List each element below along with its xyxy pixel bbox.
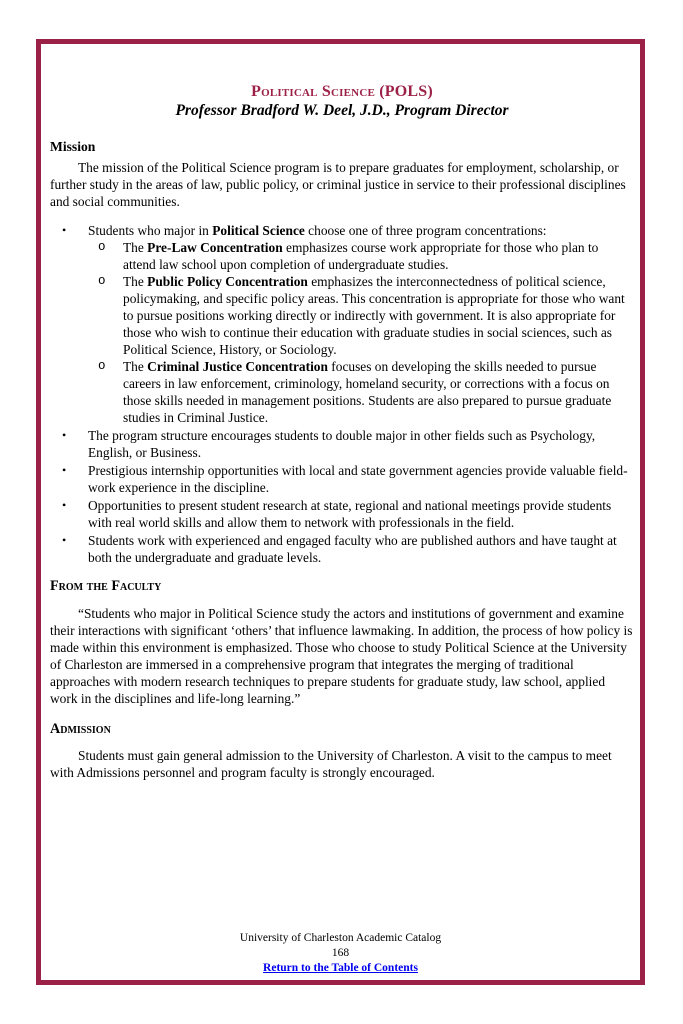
sub-list-item-text-pre: The: [123, 274, 148, 289]
bullet-icon: •: [62, 223, 67, 237]
list-item: [50, 427, 634, 461]
sub-list-item-text: [123, 239, 634, 273]
list-item-text: [88, 222, 634, 239]
title-block: [50, 44, 634, 120]
bullet-icon: •: [62, 463, 67, 477]
page-title: Political Science (POLS): [251, 83, 433, 100]
sub-list-item-text-post: emphasizes the interconnectedness of political science, policymaking, and specific policy areas. This concentration is appropriate for those who want to pursue positions working directly or indirectly with government. It is also appropriate for those who wish to continue their education with graduate studies in social sciences, such as Political Science, History, or Sociology.: [123, 274, 625, 357]
bullet-icon: •: [62, 533, 67, 547]
list-item-text-bold: Political Science: [212, 223, 305, 238]
sub-list-item-text-post: focuses on developing the skills needed to pursue careers in law enforcement, criminology, homeland security, or corrections with a focus on those skills needed in management positions. Students are also prepared to pursue graduate studies in Criminal Justice.: [123, 359, 612, 425]
sub-list-item-text: [123, 273, 634, 358]
list-item-text: Students work with experienced and engaged faculty who are published authors and have taught at both the undergraduate and graduate levels.: [88, 533, 617, 565]
bullet-icon: •: [62, 498, 67, 512]
circle-bullet-icon: o: [98, 240, 106, 254]
program-director-subtitle: Professor Bradford W. Deel, J.D., Program Director: [175, 102, 509, 119]
page-border: [36, 39, 645, 985]
sub-list-item-text-bold: Public Policy Concentration: [147, 274, 308, 289]
sub-list-item: [98, 239, 634, 273]
list-item-text: Opportunities to present student research at state, regional and national meetings provide students with real world skills and allow them to network with professionals in the field.: [88, 498, 612, 530]
sub-list-item-text-bold: Criminal Justice Concentration: [147, 359, 328, 374]
admission-paragraph: Students must gain general admission to the University of Charleston. A visit to the campus to meet with Admissions personnel and program faculty is strongly encouraged.: [50, 748, 612, 780]
mission-heading: Mission: [50, 139, 96, 154]
sub-list-item: [98, 273, 634, 358]
from-the-faculty-heading: From the Faculty: [50, 578, 162, 594]
list-item-text: Prestigious internship opportunities with local and state government agencies provide valuable field-work experience in the discipline.: [88, 463, 628, 495]
sub-list-item-text-pre: The: [123, 240, 148, 255]
sub-list-item-text-bold: Pre-Law Concentration: [147, 240, 283, 255]
page-number: 168: [331, 947, 350, 959]
list-item-text: The program structure encourages students to double major in other fields such as Psychology, English, or Business.: [88, 428, 596, 460]
sub-list-item-text-post: emphasizes course work appropriate for those who plan to attend law school upon completion of undergraduate studies.: [123, 240, 599, 272]
page-content: [50, 44, 634, 781]
catalog-title-line: University of Charleston Academic Catalog: [239, 932, 442, 944]
list-item-text-pre: Students who major in: [88, 223, 213, 238]
circle-bullet-icon: o: [98, 274, 106, 288]
admission-heading: Admission: [50, 721, 111, 737]
sub-list-item-text-pre: The: [123, 359, 148, 374]
program-bullet-list: [50, 222, 634, 566]
sub-list-item: [98, 358, 634, 426]
page-footer: [41, 931, 640, 976]
sub-list-item-text: [123, 358, 634, 426]
mission-paragraph: The mission of the Political Science program is to prepare graduates for employment, scholarship, or further study in the areas of law, public policy, or criminal justice in service to their professional disciplines and social communities.: [50, 160, 626, 209]
list-item: [50, 497, 634, 531]
return-to-toc-link[interactable]: Return to the Table of Contents: [263, 962, 418, 974]
list-item-text-post: choose one of three program concentrations:: [304, 223, 547, 238]
list-item: [50, 532, 634, 566]
list-item: [50, 462, 634, 496]
circle-bullet-icon: o: [98, 359, 106, 373]
bullet-icon: •: [62, 428, 67, 442]
list-item: [50, 222, 634, 239]
faculty-quote-paragraph: “Students who major in Political Science study the actors and institutions of government and examine their interactions with significant ‘others’ that influence lawmaking. In addition, the process of how policy is made within this environment is emphasized. Those who choose to study Political Science at the University of Charleston are immersed in a comprehensive program that integrates the merging of traditional approaches with modern research techniques to prepare students for graduate study, law school, applied work in the disciplines and life-long learning.”: [50, 606, 633, 706]
